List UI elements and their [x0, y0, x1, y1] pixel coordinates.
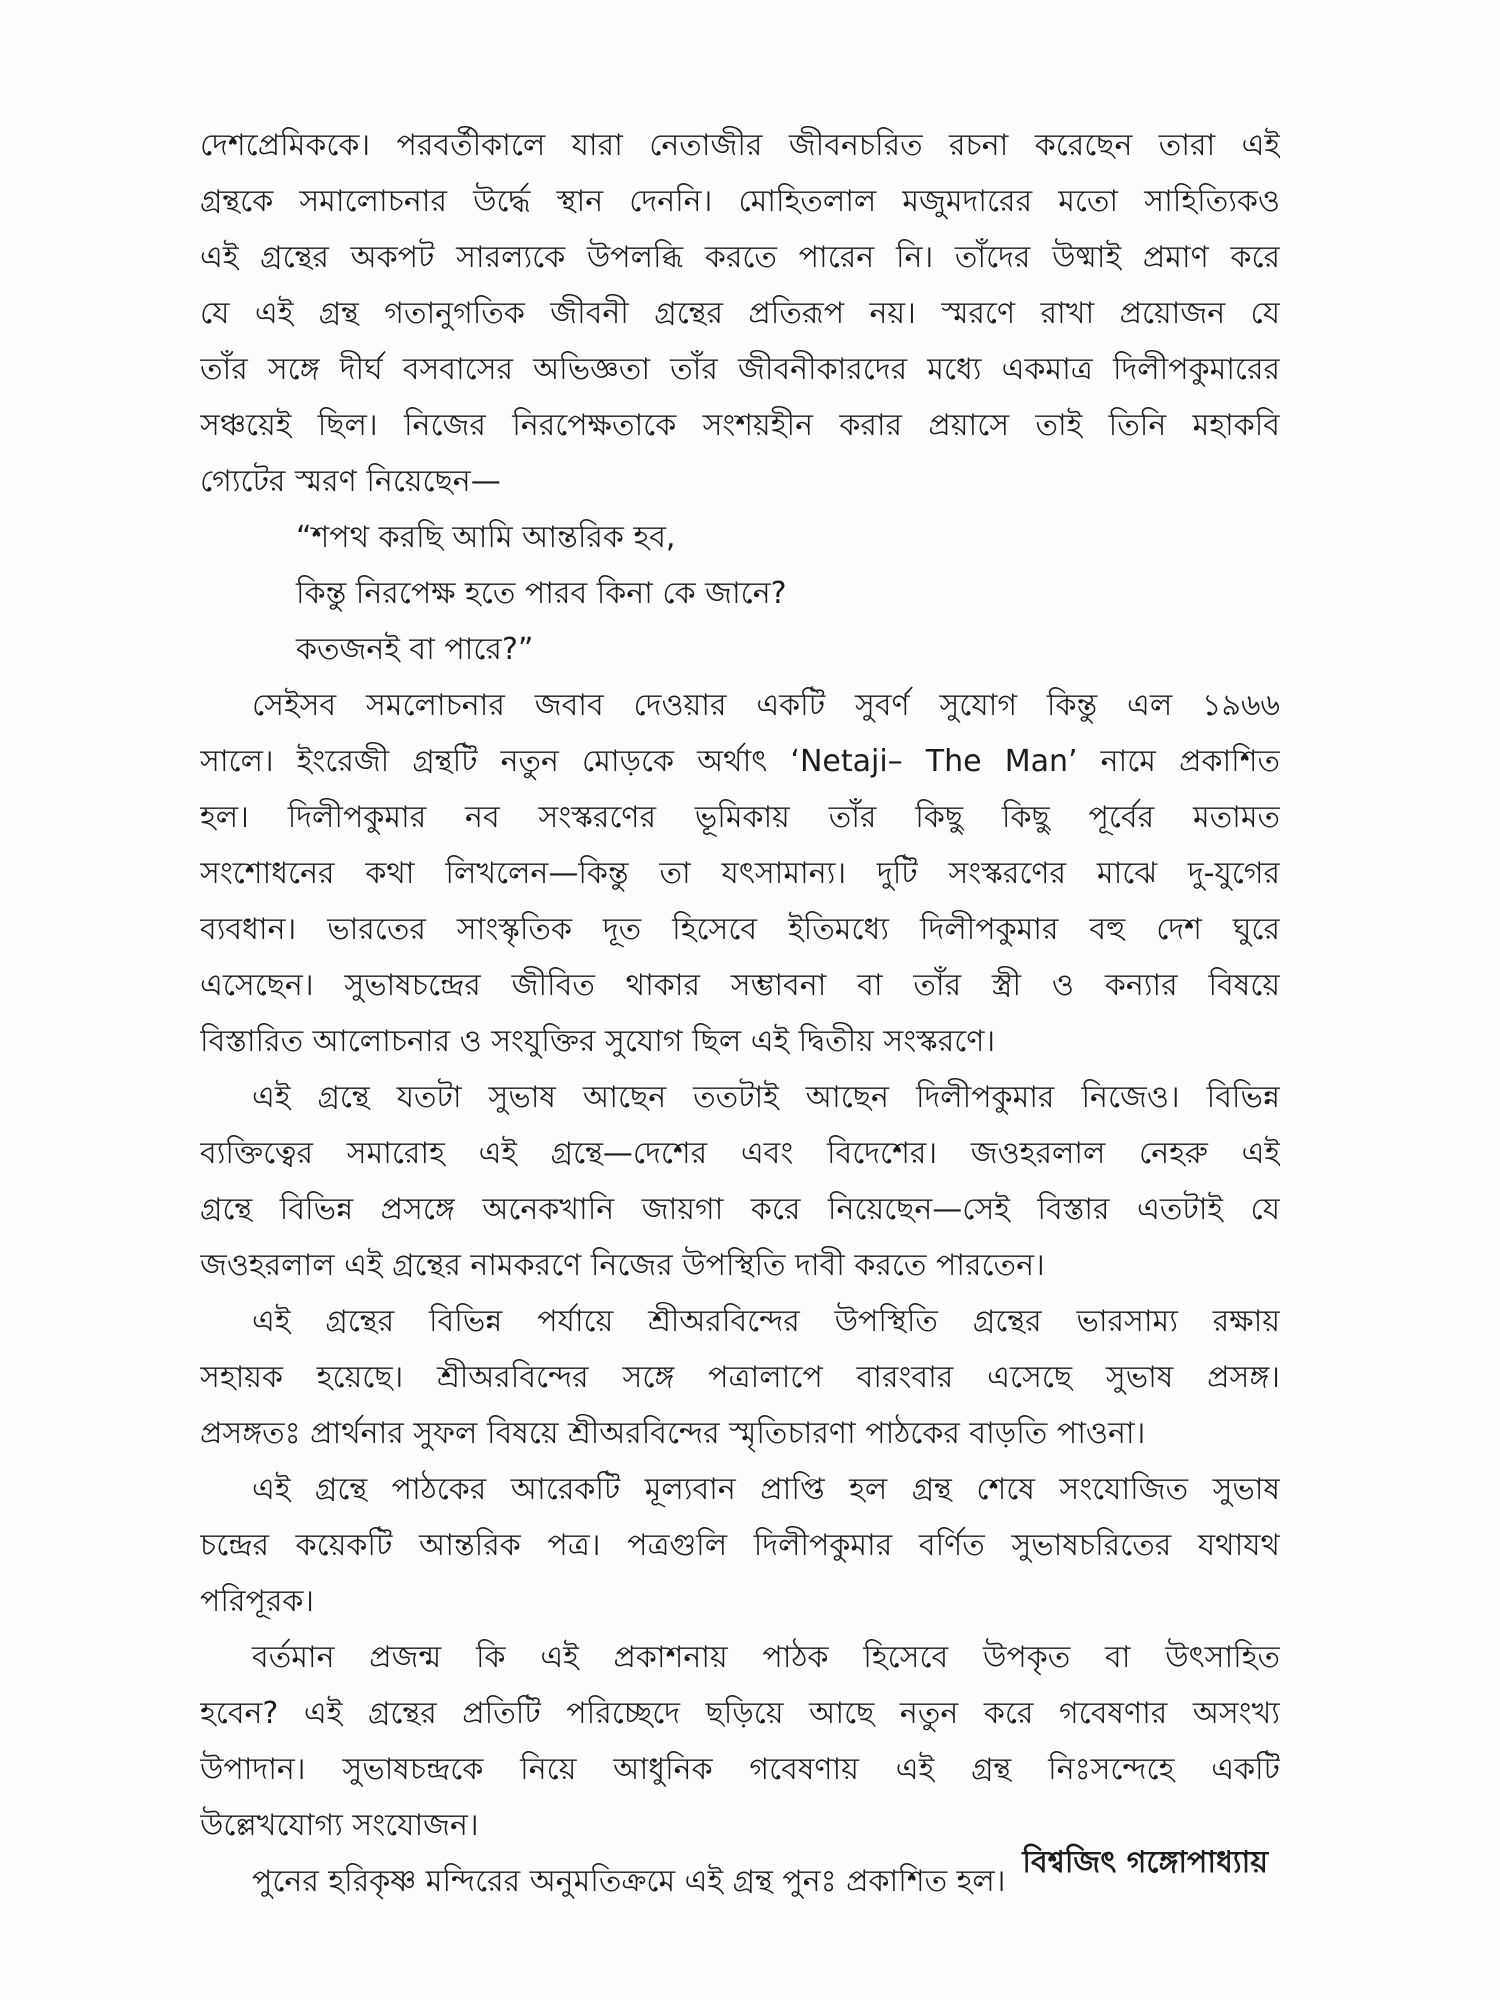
text-line: সংশোধনের কথা লিখলেন—কিন্তু তা যৎসামান্য। দুটি সংস্করণের মাঝে দু-যুগের — [200, 856, 1280, 891]
paragraph-start: এই গ্রন্থে যতটা সুভাষ আছেন ততটাই আছেন দিলীপকুমার নিজেও। বিভিন্ন — [252, 1080, 1280, 1115]
text-line: গ্রন্থকে সমালোচনার উর্দ্ধে স্থান দেননি। মোহিতলাল মজুমদারের মতো সাহিত্যিকও — [200, 184, 1280, 219]
text-line: উপাদান। সুভাষচন্দ্রকে নিয়ে আধুনিক গবেষণায় এই গ্রন্থ নিঃসন্দেহে একটি — [200, 1752, 1280, 1787]
text-line: এসেছেন। সুভাষচন্দ্রের জীবিত থাকার সম্ভাবনা বা তাঁর স্ত্রী ও কন্যার বিষয়ে — [200, 968, 1280, 1003]
text-line: হল। দিলীপকুমার নব সংস্করণের ভূমিকায় তাঁর কিছু কিছু পূর্বের মতামত — [200, 800, 1280, 835]
text-line: জওহরলাল এই গ্রন্থের নামকরণে নিজের উপস্থিতি দাবী করতে পারতেন। — [200, 1248, 1045, 1283]
text-line: দেশপ্রেমিককে। পরবর্তীকালে যারা নেতাজীর জীবনচরিত রচনা করেছেন তারা এই — [200, 128, 1280, 163]
author-signature: বিশ্বজিৎ গঙ্গোপাধ্যায় — [1022, 1845, 1268, 1880]
paragraph-start: এই গ্রন্থে পাঠকের আরেকটি মূল্যবান প্রাপ্তি হল গ্রন্থ শেষে সংযোজিত সুভাষ — [252, 1472, 1280, 1507]
text-line: ব্যক্তিত্বের সমারোহ এই গ্রন্থে—দেশের এবং বিদেশের। জওহরলাল নেহরু এই — [200, 1136, 1280, 1171]
body-text — [200, 118, 1280, 1910]
text-line: এই গ্রন্থের অকপট সারল্যকে উপলব্ধি করতে পারেন নি। তাঁদের উষ্মাই প্রমাণ করে — [200, 240, 1280, 275]
text-line: ব্যবধান। ভারতের সাংস্কৃতিক দূত হিসেবে ইতিমধ্যে দিলীপকুমার বহু দেশ ঘুরে — [200, 912, 1280, 947]
paragraph-start: এই গ্রন্থের বিভিন্ন পর্যায়ে শ্রীঅরবিন্দের উপস্থিতি গ্রন্থের ভারসাম্য রক্ষায় — [252, 1304, 1280, 1339]
text-line: হবেন? এই গ্রন্থের প্রতিটি পরিচ্ছেদে ছড়িয়ে আছে নতুন করে গবেষণার অসংখ্য — [200, 1696, 1280, 1731]
text-line: সালে। ইংরেজী গ্রন্থটি নতুন মোড়কে অর্থাৎ ‘Netaji– The Man’ নামে প্রকাশিত — [200, 744, 1280, 779]
text-line: পরিপূরক। — [200, 1584, 315, 1619]
paragraph-start: বর্তমান প্রজন্ম কি এই প্রকাশনায় পাঠক হিসেবে উপকৃত বা উৎসাহিত — [252, 1640, 1280, 1675]
quote-line: কিন্তু নিরপেক্ষ হতে পারব কিনা কে জানে? — [296, 576, 787, 611]
text-line: যে এই গ্রন্থ গতানুগতিক জীবনী গ্রন্থের প্রতিরূপ নয়। স্মরণে রাখা প্রয়োজন যে — [200, 296, 1280, 331]
text-line: প্রসঙ্গতঃ প্রার্থনার সুফল বিষয়ে শ্রীঅরবিন্দের স্মৃতিচারণা পাঠকের বাড়তি পাওনা। — [200, 1416, 1146, 1451]
text-line: সহায়ক হয়েছে। শ্রীঅরবিন্দের সঙ্গে পত্রালাপে বারংবার এসেছে সুভাষ প্রসঙ্গ। — [200, 1360, 1280, 1395]
text-line: সঞ্চয়েই ছিল। নিজের নিরপেক্ষতাকে সংশয়হীন করার প্রয়াসে তাই তিনি মহাকবি — [200, 408, 1280, 443]
text-line: গ্রন্থে বিভিন্ন প্রসঙ্গে অনেকখানি জায়গা করে নিয়েছেন—সেই বিস্তার এতটাই যে — [200, 1192, 1280, 1227]
quote-line: “শপথ করছি আমি আন্তরিক হব, — [296, 520, 676, 555]
paragraph-start: সেইসব সমলোচনার জবাব দেওয়ার একটি সুবর্ণ সুযোগ কিন্তু এল ১৯৬৬ — [252, 688, 1280, 723]
text-line: চন্দ্রের কয়েকটি আন্তরিক পত্র। পত্রগুলি দিলীপকুমার বর্ণিত সুভাষচরিতের যথাযথ — [200, 1528, 1280, 1563]
quote-line: কতজনই বা পারে?” — [296, 632, 534, 667]
text-line: তাঁর সঙ্গে দীর্ঘ বসবাসের অভিজ্ঞতা তাঁর জীবনীকারদের মধ্যে একমাত্র দিলীপকুমারের — [200, 352, 1280, 387]
text-line: বিস্তারিত আলোচনার ও সংযুক্তির সুযোগ ছিল এই দ্বিতীয় সংস্করণে। — [200, 1024, 996, 1059]
text-line: গ্যেটের স্মরণ নিয়েছেন— — [200, 464, 501, 499]
paragraph-start: পুনের হরিকৃষ্ণ মন্দিরের অনুমতিক্রমে এই গ্রন্থ পুনঃ প্রকাশিত হল। — [252, 1864, 1006, 1899]
text-line: উল্লেখযোগ্য সংযোজন। — [200, 1808, 479, 1843]
